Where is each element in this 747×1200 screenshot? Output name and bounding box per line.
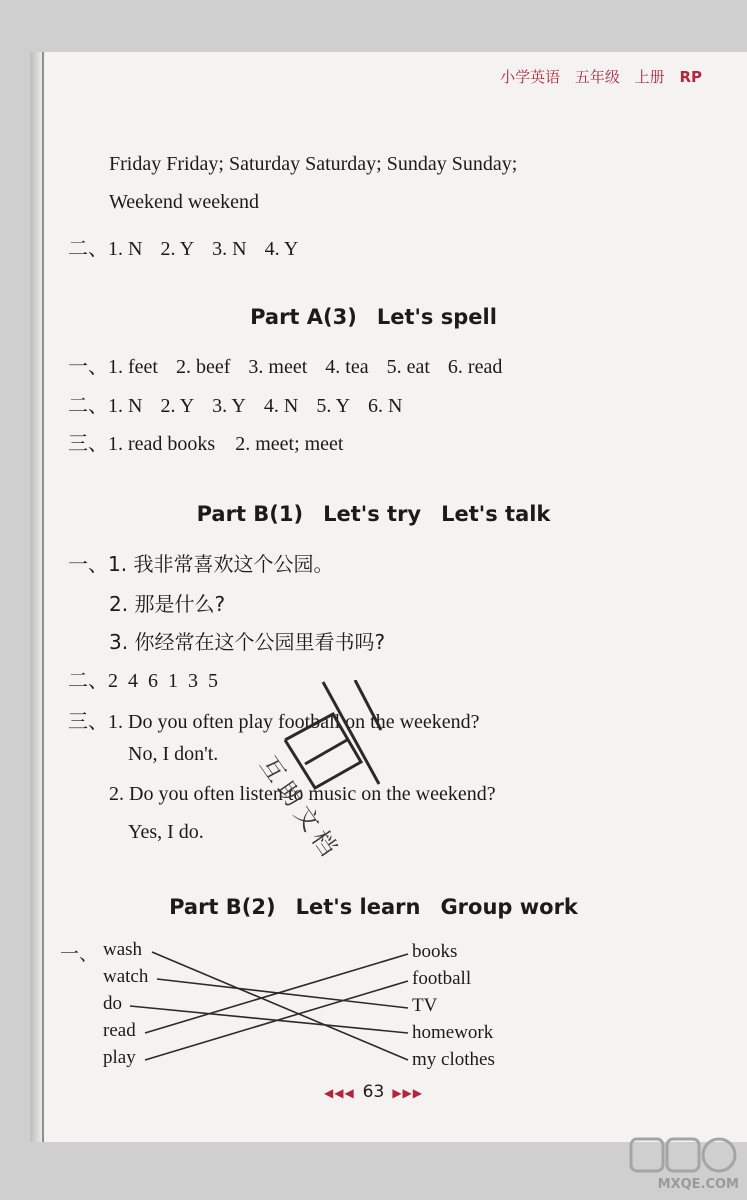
days-line-2: Weekend weekend: [109, 191, 259, 213]
match-right-word: TV: [412, 995, 438, 1016]
section-label: 三、: [68, 709, 108, 733]
match-left-word: wash: [103, 939, 143, 960]
page-number: 63: [362, 1082, 385, 1102]
part-b1-s3-line-3: 2. Do you often listen to music on the weekend?: [109, 783, 496, 805]
answer-text: 1. read books 2. meet; meet: [108, 433, 344, 455]
section-label: 二、: [68, 236, 108, 260]
section-label: 二、: [68, 393, 108, 417]
answer-text: 1. 我非常喜欢这个公园。: [108, 552, 334, 576]
heading-title: Group work: [440, 895, 578, 919]
answer-item: 2. beef: [175, 356, 231, 378]
answer-item: 5. eat: [386, 356, 430, 378]
answer-item: 1. N: [108, 238, 143, 260]
section-label: 一、: [68, 354, 108, 378]
heading-title: Let's talk: [441, 502, 551, 526]
match-line-watch: [157, 979, 408, 1008]
answer-item: 3. N: [212, 238, 247, 260]
match-left-word: watch: [103, 966, 149, 987]
heading-part: Part B(2): [169, 895, 276, 919]
watermark-logo-icon: [629, 1137, 739, 1173]
answer-item: 4. Y: [264, 238, 299, 260]
match-line-do: [130, 1006, 408, 1033]
header-volume: 上册: [634, 68, 665, 86]
match-right-word: my clothes: [412, 1049, 495, 1070]
answer-item: 4. N: [263, 395, 299, 417]
answer-item: 1. N: [108, 395, 143, 417]
heading-title: Let's spell: [376, 305, 497, 329]
page-footer: [0, 1082, 747, 1102]
match-right-word: homework: [412, 1022, 494, 1043]
heading-part: Part B(1): [196, 502, 304, 526]
prev-arrows-icon: ◀◀◀: [323, 1086, 355, 1100]
header-grade: 五年级: [574, 68, 620, 86]
days-line-1: Friday Friday; Saturday Saturday; Sunday Sunday;: [109, 153, 518, 175]
answer-item: 5. Y: [316, 395, 351, 417]
answer-item: 6. N: [368, 395, 403, 417]
match-left-word: do: [103, 993, 122, 1014]
part-b1-s1-line-3: 3. 你经常在这个公园里看书吗?: [109, 630, 386, 654]
part-b1-s1-line-2: 2. 那是什么?: [109, 592, 226, 616]
part-b1-s3-line-2: No, I don't.: [128, 743, 219, 765]
match-left-word: read: [103, 1020, 136, 1041]
part-b1-s3-line-4: Yes, I do.: [128, 821, 204, 843]
header-edition: RP: [679, 68, 702, 86]
section-label: 二、: [68, 668, 108, 692]
heading-part: Part A(3): [250, 305, 357, 329]
answer-item: 4. tea: [325, 356, 369, 378]
answer-item: 2. Y: [160, 238, 195, 260]
section-label: 一、: [68, 552, 108, 576]
heading-title: Let's learn: [295, 895, 421, 919]
match-line-wash: [152, 952, 408, 1060]
header-subject: 小学英语: [500, 68, 561, 86]
answer-item: 6. read: [447, 356, 503, 378]
answer-item: 2. Y: [160, 395, 195, 417]
answer-item: 1. feet: [108, 356, 158, 378]
match-right-word: books: [412, 941, 458, 962]
answer-item: 3. meet: [248, 356, 308, 378]
section-label: 三、: [68, 431, 108, 455]
stamp-text: 互助文档: [254, 751, 346, 866]
next-arrows-icon: ▶▶▶: [392, 1086, 423, 1100]
section-label: 一、: [60, 943, 99, 965]
match-right-word: football: [412, 968, 472, 989]
heading-title: Let's try: [323, 502, 422, 526]
match-left-word: play: [103, 1047, 136, 1068]
answer-item: 3. Y: [212, 395, 246, 417]
watermark-text: MXQE.COM: [657, 1177, 739, 1192]
watermark: [629, 1137, 739, 1192]
answer-text: 2 4 6 1 3 5: [108, 670, 218, 692]
answer-text: 1. Do you often play football on the weekend?: [108, 711, 480, 733]
